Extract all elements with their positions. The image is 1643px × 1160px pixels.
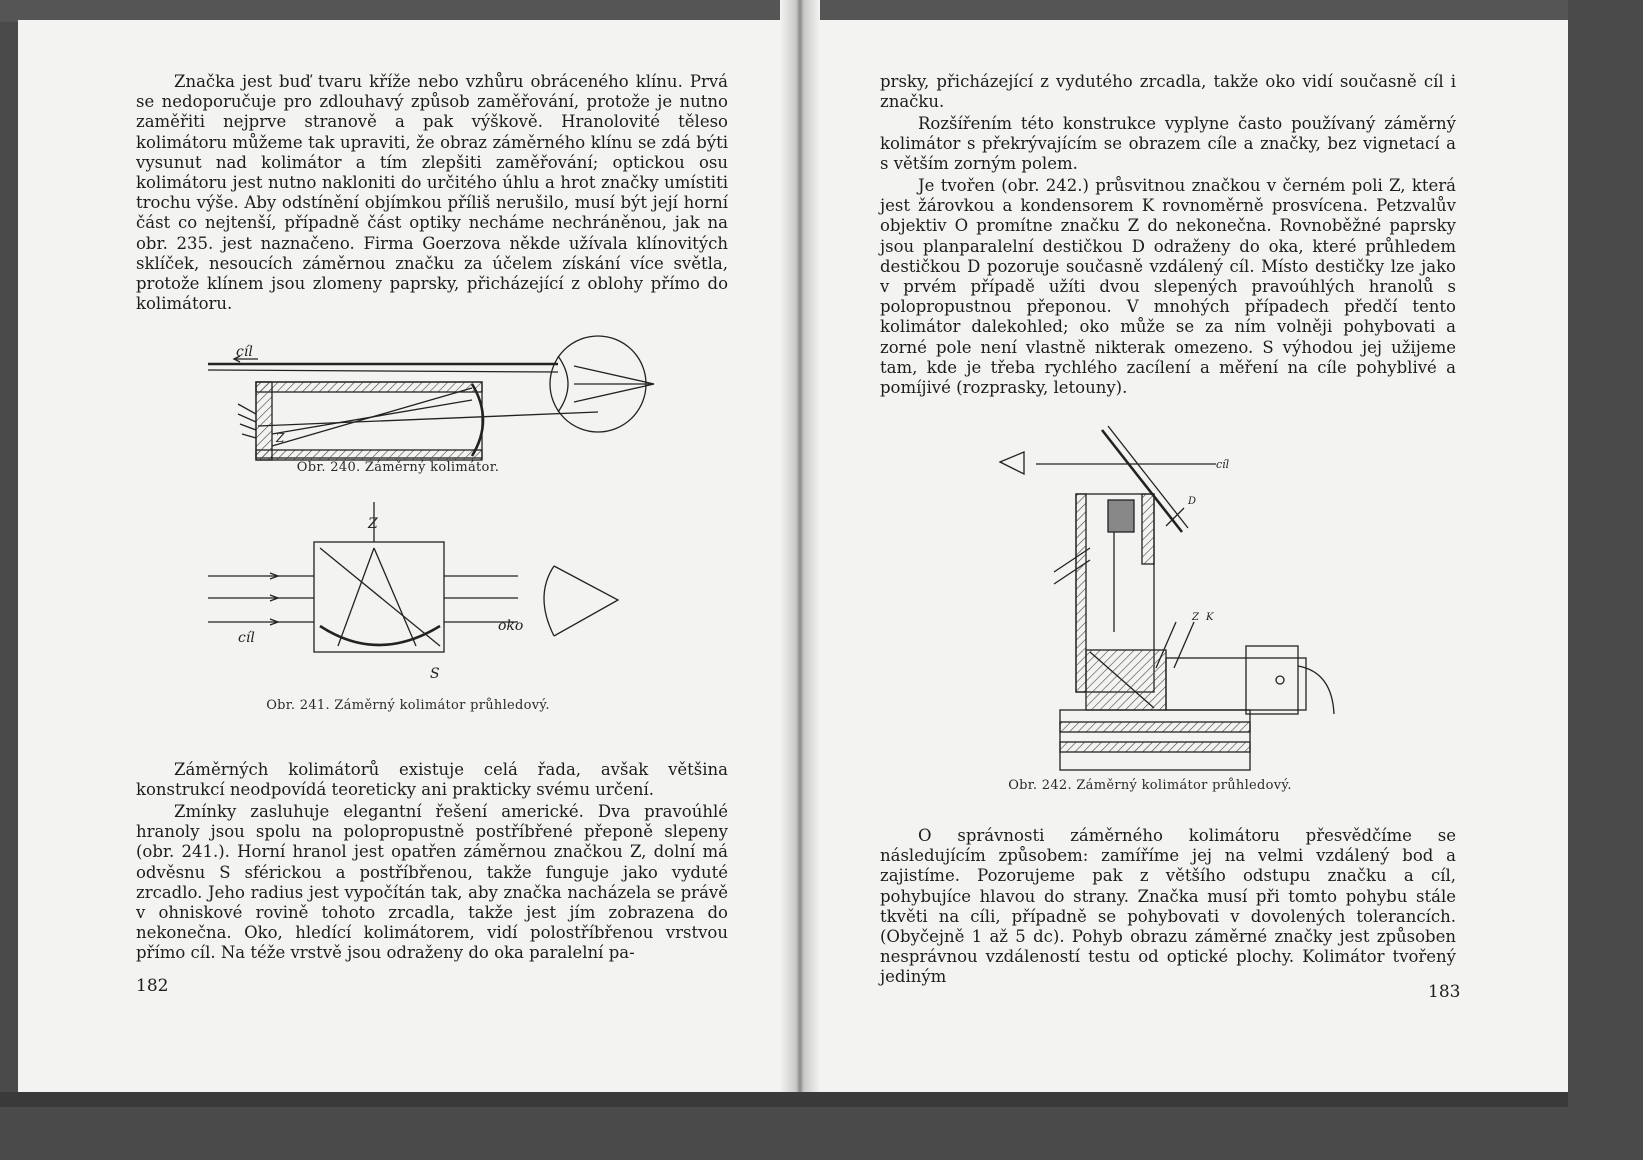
figure-242-caption: Obr. 242. Záměrný kolimátor průhledový. <box>1008 778 1292 793</box>
right-paragraph-2: Rozšířením této konstrukce vyplyne často používaný záměrný kolimátor s překrývajícím se obrazem cíle a značky, bez vignetací a s větším zorným polem. <box>880 114 1456 174</box>
figure-241-collimator-diagram <box>208 496 648 696</box>
page-number-right: 183 <box>1428 982 1461 1002</box>
fig240-label-z: Z <box>276 431 285 445</box>
fig242-label-z: Z <box>1192 612 1199 623</box>
left-paragraph-3: Zmínky zasluhuje elegantní řešení americké. Dva pravoúhlé hranoly jsou spolu na polopropustně postříbřené přeponě slepeny (obr. 241.). Horní hranol jest opatřen záměrnou značkou Z, dolní má odvěsnu S sférickou a postříbřenou, takže funguje jako vyduté zrcadlo. Jeho radius jest vypočítán tak, aby značka nacházela se právě v ohniskové rovině tohoto zrcadla, takže jest jím zobrazena do nekonečna. Oko, hledící kolimátorem, vidí polostříbřenou vrstvou přímo cíl. Na téže vrstvě jsou odraženy do oka paralelní pa- <box>136 802 728 963</box>
scan-edge-bottom <box>0 1092 1568 1107</box>
fig242-label-d: D <box>1188 496 1197 507</box>
fig240-label-cil: cíl <box>236 344 253 360</box>
fig241-label-cil: cíl <box>238 630 255 646</box>
left-paragraph-1: Značka jest buď tvaru kříže nebo vzhůru obráceného klínu. Prvá se nedoporučuje pro zdlouhavý způsob zaměřování, protože je nutno zaměřiti nejprve stranově a pak výškově. Hranolovité těleso kolimátoru můžeme tak upraviti, že obraz záměrného klínu se zdá býti vysunut nad kolimátor a tím zlepšiti zaměřování; optickou osu kolimátoru jest nutno nakloniti do určitého úhlu a hrot značky umístiti trochu výše. Aby odstínění objímkou příliš nerušilo, musí být její horní část co nejtenší, případně část optiky necháme nechráněnou, jak na obr. 235. jest naznačeno. Firma Goerzova někde užívala klínovitých sklíček, nesoucích záměrnou značku za účelem získání více světla, protože klínem jsou zlomeny paprsky, přicházející z oblohy přímo do kolimátoru. <box>136 72 728 314</box>
figure-240-caption: Obr. 240. Záměrný kolimátor. <box>296 460 500 475</box>
fig241-label-s: S <box>430 666 440 682</box>
left-paragraph-2: Záměrných kolimátorů existuje celá řada, avšak většina konstrukcí neodpovídá teoreticky ani prakticky svému určení. <box>136 760 728 800</box>
left-page <box>18 20 796 1100</box>
figure-240-collimator-diagram <box>198 326 668 466</box>
page-number-left: 182 <box>136 976 169 996</box>
right-page <box>800 20 1568 1100</box>
right-paragraph-4: O správnosti záměrného kolimátoru přesvědčíme se následujícím způsobem: zamíříme jej na velmi vzdálený bod a zajistíme. Pozorujeme pak z většího odstupu značku a cíl, pohybujíce hlavou do strany. Značka musí při tomto pohybu stále tkvěti na cíli, případně se pohybovati v dovolených tolerancích. (Obyčejně 1 až 5 dc). Pohyb obrazu záměrné značky jest způsoben nesprávnou vzdáleností testu od optické plochy. Kolimátor tvořený jediným <box>880 826 1456 987</box>
figure-241-caption: Obr. 241. Záměrný kolimátor průhledový. <box>266 698 550 713</box>
fig241-label-oko: oko <box>498 618 524 634</box>
fig242-label-cil: cíl <box>1216 458 1230 471</box>
fig242-label-k: K <box>1206 612 1214 623</box>
book-gutter <box>780 0 820 1107</box>
figure-242-collimator-diagram <box>980 422 1380 772</box>
right-paragraph-1: prsky, přicházející z vydutého zrcadla, takže oko vidí současně cíl i značku. <box>880 72 1456 112</box>
fig241-label-z: Z <box>368 516 378 532</box>
right-paragraph-3: Je tvořen (obr. 242.) průsvitnou značkou v černém poli Z, která jest žárovkou a kondensorem K rovnoměrně prosvícena. Petzvalův objektiv O promítne značku Z do nekonečna. Rovnoběžné paprsky jsou planparalelní destičkou D odraženy do oka, které průhledem destičkou D pozoruje současně vzdálený cíl. Místo destičky lze jako v prvém případě užíti dvou slepených pravoúhlých hranolů s polopropustnou přeponou. V mnohých případech předčí tento kolimátor dalekohled; oko může se za ním volněji pohybovati a zorné pole není vlastně nikterak omezeno. S výhodou jej užijeme tam, kde je třeba rychlého zacílení a měření na cíle pohyblivé a pomíjivé (rozprasky, letouny). <box>880 176 1456 398</box>
